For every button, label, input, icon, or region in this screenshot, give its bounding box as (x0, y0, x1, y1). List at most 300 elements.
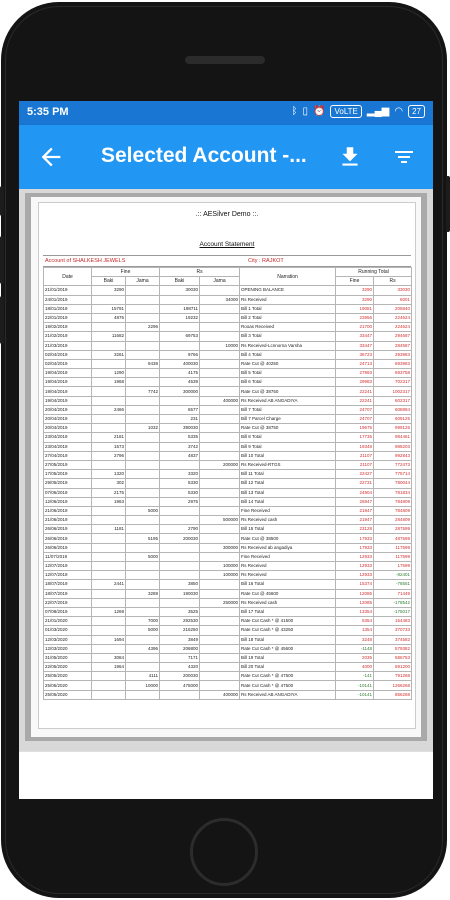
table-cell: 300000 (200, 543, 240, 552)
table-cell (126, 562, 160, 571)
app-bar (19, 125, 433, 189)
table-row (44, 607, 412, 616)
table-cell: Bill 6 Total (240, 378, 336, 387)
table-row (44, 396, 412, 405)
table-cell (92, 690, 126, 699)
table-cell: 19/04/2019 (44, 396, 92, 405)
table-cell: Bill 3 Total (240, 332, 336, 341)
table-cell: 1032 (126, 424, 160, 433)
table-cell (200, 663, 240, 672)
table-cell: 3261 (92, 350, 126, 359)
table-cell: Rs Received (240, 571, 336, 580)
table-cell (160, 571, 200, 580)
table-cell: 2796 (92, 451, 126, 460)
table-cell: 11682 (92, 332, 126, 341)
table-row (44, 332, 412, 341)
table-cell: 13354 (336, 607, 374, 616)
table-cell: Bill 14 Total (240, 497, 336, 506)
statement-document (38, 202, 416, 729)
table-cell: 3248 (336, 635, 374, 644)
table-cell: 17/05/2019 (44, 470, 92, 479)
table-cell: Bill 5 Total (240, 369, 336, 378)
table-cell: Bill 12 Total (240, 479, 336, 488)
table-cell: 2441 (92, 580, 126, 589)
table-cell (126, 405, 160, 414)
table-cell: 15374 (336, 580, 374, 589)
table-cell: 1181 (92, 525, 126, 534)
table-cell: Bill 19 Total (240, 653, 336, 662)
table-cell (92, 626, 126, 635)
table-row (44, 451, 412, 460)
table-cell: Rs Received-RTGS (240, 460, 336, 469)
table-cell: 33030 (374, 286, 412, 295)
table-cell: 7742 (126, 387, 160, 396)
table-cell: 772473 (374, 460, 412, 469)
table-cell (92, 617, 126, 626)
table-cell: 3742 (160, 442, 200, 451)
table-cell: 12/06/2019 (44, 497, 92, 506)
wifi-icon: ◠ (394, 106, 404, 117)
table-cell: 26947 (336, 497, 374, 506)
table-cell: 18/07/2019 (44, 589, 92, 598)
table-row (44, 470, 412, 479)
table-cell (200, 369, 240, 378)
table-cell: Bill 10 Total (240, 451, 336, 460)
table-cell: 224624 (374, 323, 412, 332)
table-cell (92, 543, 126, 552)
table-cell: 400030 (160, 359, 200, 368)
table-cell: Bill 7 Parcel Charge (240, 415, 336, 424)
table-cell: 224624 (374, 313, 412, 322)
mute-switch (0, 186, 4, 216)
table-cell: 579382 (374, 644, 412, 653)
status-time: 5:35 PM (27, 106, 69, 118)
table-cell (92, 562, 126, 571)
table-cell: 21/06/2019 (44, 506, 92, 515)
table-cell: 25/05/2020 (44, 690, 92, 699)
table-cell: 19232 (160, 313, 200, 322)
table-cell: 3084 (92, 653, 126, 662)
table-cell (200, 332, 240, 341)
table-cell: 24707 (336, 405, 374, 414)
table-cell: 3290 (336, 286, 374, 295)
table-cell (126, 690, 160, 699)
table-cell: 591200 (374, 663, 412, 672)
table-cell (126, 313, 160, 322)
table-cell: 23128 (336, 525, 374, 534)
table-cell: 206800 (160, 644, 200, 653)
pdf-page-frame (25, 193, 427, 741)
table-cell: 1290 (92, 369, 126, 378)
table-cell (126, 543, 160, 552)
table-cell: 6577 (160, 405, 200, 414)
table-cell: Rs Received AB ANGADIYA (240, 396, 336, 405)
table-cell: 02/04/2019 (44, 359, 92, 368)
table-cell: Rs Received cash (240, 598, 336, 607)
table-row (44, 460, 412, 469)
table-row (44, 387, 412, 396)
table-cell: 784809 (374, 506, 412, 515)
table-cell: 608894 (374, 405, 412, 414)
table-cell (92, 672, 126, 681)
table-cell: -178542 (374, 598, 412, 607)
table-cell: -10141 (336, 690, 374, 699)
table-cell: 1963 (92, 497, 126, 506)
table-cell: Rate Cut @ 40250 (240, 359, 336, 368)
table-cell (92, 534, 126, 543)
table-cell: 287599 (374, 525, 412, 534)
table-cell: 293983 (374, 350, 412, 359)
table-cell: 22241 (336, 387, 374, 396)
table-cell (200, 304, 240, 313)
table-cell (160, 598, 200, 607)
table-cell (126, 580, 160, 589)
table-cell: 198711 (160, 304, 200, 313)
table-cell: 294687 (374, 332, 412, 341)
table-cell: Bill 4 Total (240, 350, 336, 359)
table-row (44, 580, 412, 589)
table-cell: Bill 2 Total (240, 313, 336, 322)
table-cell: 775714 (374, 470, 412, 479)
bottom-area (19, 751, 433, 799)
table-cell: Bill 18 Total (240, 635, 336, 644)
header-rt-rs: Rs (374, 277, 412, 286)
screen (19, 101, 433, 799)
table-row (44, 663, 412, 672)
table-cell: Bill 17 Total (240, 607, 336, 616)
table-cell (92, 460, 126, 469)
table-cell: 190030 (160, 589, 200, 598)
table-row (44, 635, 412, 644)
table-row (44, 286, 412, 295)
table-row (44, 626, 412, 635)
battery-icon: 27 (408, 105, 425, 118)
table-cell (126, 571, 160, 580)
table-cell: 27993 (336, 369, 374, 378)
table-cell: 154483 (374, 617, 412, 626)
table-cell (92, 681, 126, 690)
table-cell (126, 350, 160, 359)
table-cell: 6001 (374, 295, 412, 304)
table-cell: 22/05/2020 (44, 663, 92, 672)
table-cell: Bill 16 Total (240, 580, 336, 589)
table-cell: 29983 (336, 378, 374, 387)
table-cell: 19675 (336, 424, 374, 433)
table-row (44, 424, 412, 433)
table-row (44, 369, 412, 378)
page-title: Selected Account -... (101, 144, 307, 167)
table-cell: 100000 (200, 562, 240, 571)
table-cell: 23956 (336, 313, 374, 322)
table-cell (200, 433, 240, 442)
table-cell: 988203 (374, 442, 412, 451)
company-name: .:: AESilver Demo ::. (195, 211, 259, 218)
table-cell: 3290 (92, 286, 126, 295)
bluetooth-icon: ᛒ (291, 106, 298, 117)
table-cell: 17735 (336, 433, 374, 442)
table-cell: 17933 (336, 543, 374, 552)
back-arrow-icon[interactable] (37, 143, 65, 171)
table-cell: 22/01/2019 (44, 313, 92, 322)
download-icon[interactable] (337, 143, 363, 171)
table-cell: 21700 (336, 323, 374, 332)
table-cell (200, 378, 240, 387)
table-cell (200, 415, 240, 424)
table-cell (200, 589, 240, 598)
table-cell (160, 396, 200, 405)
table-cell: 33447 (336, 332, 374, 341)
table-cell: 12085 (336, 589, 374, 598)
table-cell: 693758 (374, 369, 412, 378)
table-cell (126, 304, 160, 313)
table-cell: Bill 20 Total (240, 663, 336, 672)
table-cell: 7171 (160, 653, 200, 662)
table-cell (200, 286, 240, 295)
header-rs: Rs (160, 268, 240, 277)
table-row (44, 323, 412, 332)
table-cell: 25/05/2020 (44, 672, 92, 681)
table-cell: 22241 (336, 396, 374, 405)
account-line (43, 255, 411, 267)
volume-down-button (0, 296, 4, 344)
table-cell: Rate Cut @ 38750 (240, 424, 336, 433)
table-cell (92, 571, 126, 580)
table-row (44, 525, 412, 534)
table-cell: 17933 (336, 534, 374, 543)
table-cell: -141 (336, 672, 374, 681)
table-cell (200, 451, 240, 460)
table-cell: 500000 (200, 516, 240, 525)
table-cell: 12085 (336, 598, 374, 607)
table-cell: 21107 (336, 451, 374, 460)
table-cell: 23/04/2019 (44, 433, 92, 442)
table-row (44, 644, 412, 653)
table-cell: 12/07/2019 (44, 571, 92, 580)
table-cell: Rate Cut Cash * @ 41500 (240, 617, 336, 626)
table-cell (126, 295, 160, 304)
volume-up-button (0, 236, 4, 284)
table-cell: 36723 (336, 350, 374, 359)
table-row (44, 415, 412, 424)
table-cell: 284809 (374, 516, 412, 525)
table-cell (200, 359, 240, 368)
table-cell (126, 415, 160, 424)
table-cell: 2466 (92, 405, 126, 414)
table-cell: 19/02/2019 (44, 323, 92, 332)
table-cell: 3290 (336, 295, 374, 304)
table-cell (126, 433, 160, 442)
table-cell (200, 635, 240, 644)
ledger-body (44, 286, 412, 699)
table-cell (200, 350, 240, 359)
table-cell: 26/06/2019 (44, 543, 92, 552)
table-cell (92, 424, 126, 433)
table-cell: 216250 (160, 626, 200, 635)
table-cell: -175017 (374, 607, 412, 616)
home-button[interactable] (190, 818, 258, 886)
table-cell: 22/07/2019 (44, 598, 92, 607)
table-cell: Fine Received (240, 552, 336, 561)
table-cell (126, 460, 160, 469)
table-cell: 4396 (126, 644, 160, 653)
table-cell: 2181 (92, 433, 126, 442)
table-cell: 22731 (336, 479, 374, 488)
table-cell: 200000 (200, 460, 240, 469)
pdf-viewer[interactable] (19, 189, 433, 751)
table-cell: 1002317 (374, 387, 412, 396)
table-cell: 12933 (336, 552, 374, 561)
table-cell (200, 470, 240, 479)
table-cell: 22427 (336, 470, 374, 479)
table-row (44, 562, 412, 571)
table-cell: 5000 (126, 552, 160, 561)
table-cell (200, 580, 240, 589)
table-cell: Rate Cut @ 38500 (240, 534, 336, 543)
table-cell (200, 653, 240, 662)
table-cell (160, 516, 200, 525)
table-row (44, 506, 412, 515)
table-cell (200, 405, 240, 414)
table-row (44, 552, 412, 561)
table-cell (200, 644, 240, 653)
table-row (44, 571, 412, 580)
table-row (44, 672, 412, 681)
table-cell: 250000 (200, 598, 240, 607)
table-cell (92, 387, 126, 396)
table-cell (160, 323, 200, 332)
table-cell: 01/03/2020 (44, 626, 92, 635)
table-cell (200, 617, 240, 626)
table-cell: Rate Cut @ 45600 (240, 589, 336, 598)
table-cell (126, 598, 160, 607)
table-cell: 21107 (336, 460, 374, 469)
table-cell: 21/06/2019 (44, 516, 92, 525)
table-row (44, 442, 412, 451)
table-cell: 27/04/2019 (44, 451, 92, 460)
table-cell: 475000 (160, 681, 200, 690)
table-cell (126, 497, 160, 506)
table-cell: -82401 (374, 571, 412, 580)
table-cell (92, 359, 126, 368)
table-cell: 1573 (92, 442, 126, 451)
table-cell (126, 451, 160, 460)
table-cell: Bill 13 Total (240, 488, 336, 497)
table-cell (200, 672, 240, 681)
table-cell (126, 369, 160, 378)
table-cell: 791268 (374, 672, 412, 681)
table-cell (92, 552, 126, 561)
table-row (44, 589, 412, 598)
table-cell: 4175 (160, 369, 200, 378)
header-rs-baki: Baki (160, 277, 200, 286)
table-cell: 6354 (336, 617, 374, 626)
table-cell: 9766 (160, 350, 200, 359)
table-cell: 374582 (374, 635, 412, 644)
table-cell (126, 286, 160, 295)
table-cell: 23/04/2019 (44, 442, 92, 451)
table-cell (160, 543, 200, 552)
table-cell: 200030 (160, 672, 200, 681)
table-cell: 3525 (160, 607, 200, 616)
table-cell: Rs Received-Lcnnorna Varsha (240, 341, 336, 350)
table-row (44, 350, 412, 359)
table-cell: 5330 (160, 479, 200, 488)
table-cell (160, 506, 200, 515)
vibrate-icon: ▯ (302, 106, 309, 117)
table-cell (200, 497, 240, 506)
table-cell: Bill 1 Total (240, 304, 336, 313)
table-row (44, 497, 412, 506)
table-cell: 284587 (374, 341, 412, 350)
table-cell: 21/01/2020 (44, 617, 92, 626)
table-cell: 4875 (92, 313, 126, 322)
table-cell (200, 488, 240, 497)
table-cell: 780044 (374, 479, 412, 488)
table-cell (126, 442, 160, 451)
table-cell (92, 516, 126, 525)
table-cell (126, 607, 160, 616)
table-cell: Bill 8 Total (240, 433, 336, 442)
table-cell: 487599 (374, 534, 412, 543)
table-row (44, 534, 412, 543)
table-cell: 20/04/2019 (44, 424, 92, 433)
table-cell (126, 635, 160, 644)
power-button (446, 176, 450, 232)
table-cell (200, 534, 240, 543)
table-cell: 12/07/2019 (44, 562, 92, 571)
table-cell: 21/02/2019 (44, 332, 92, 341)
table-cell: 856268 (374, 690, 412, 699)
table-cell: 781834 (374, 488, 412, 497)
table-cell (126, 653, 160, 662)
city-label: City : RAJKOT (248, 258, 284, 264)
table-cell: Rs Received (240, 562, 336, 571)
statement-title: Account Statement (199, 241, 255, 248)
table-cell (200, 442, 240, 451)
filter-icon[interactable] (391, 145, 417, 169)
ledger-table (43, 267, 412, 700)
table-cell: 21947 (336, 506, 374, 515)
table-cell: 12933 (336, 562, 374, 571)
table-cell: 19081 (336, 304, 374, 313)
table-cell (160, 552, 200, 561)
table-cell: 2296 (126, 323, 160, 332)
table-cell: 3849 (160, 635, 200, 644)
table-cell (126, 396, 160, 405)
table-cell: 29/05/2019 (44, 479, 92, 488)
table-cell: 20/04/2019 (44, 415, 92, 424)
table-cell: 31/05/2020 (44, 653, 92, 662)
header-narration: Narration (240, 268, 336, 286)
table-cell: 1694 (92, 635, 126, 644)
table-cell: 11/07/2019 (44, 552, 92, 561)
table-cell: 10000 (126, 681, 160, 690)
table-cell (126, 378, 160, 387)
table-cell: 400000 (200, 396, 240, 405)
table-row (44, 479, 412, 488)
table-cell: 5335 (160, 433, 200, 442)
table-cell: 24713 (336, 359, 374, 368)
table-cell: 34000 (200, 295, 240, 304)
table-cell: 17599 (374, 562, 412, 571)
table-cell: Rate Cut Cash * @ 45600 (240, 644, 336, 653)
table-cell: 2035 (336, 653, 374, 662)
table-cell (200, 626, 240, 635)
table-cell (126, 332, 160, 341)
table-cell: 117599 (374, 552, 412, 561)
table-cell: 26/06/2019 (44, 534, 92, 543)
table-cell: 7000 (126, 617, 160, 626)
